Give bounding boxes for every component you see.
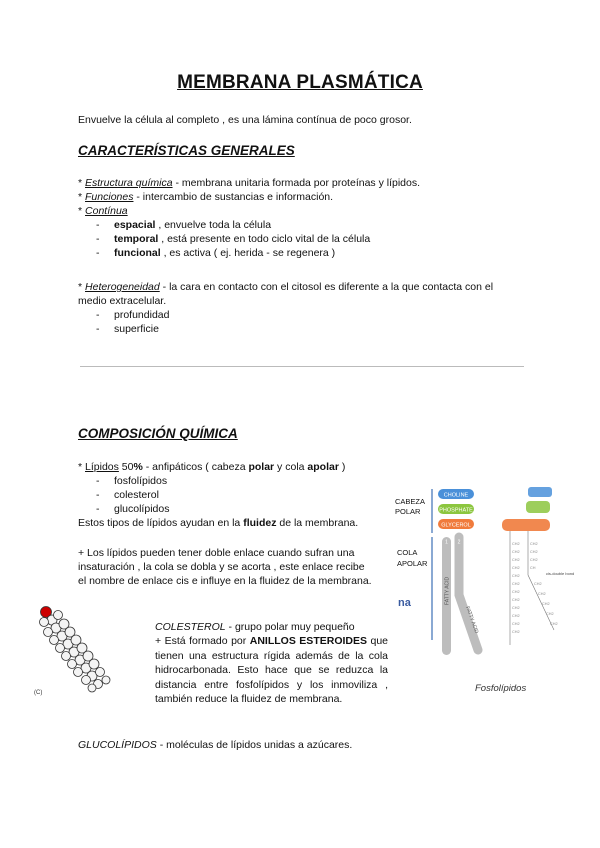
cholesterol-paragraph: + Está formado por ANILLOS ESTEROIDES que tienen una estructura rígida además de la cola hidrocarbonada. Esto hace que se reduzca la distancia entre fosfolípidos y los inmoviliza , también reduce la fluidez de membrana. <box>155 635 388 705</box>
heading-general: CARACTERÍSTICAS GENERALES <box>78 143 295 158</box>
cholesterol-block: COLESTEROL - grupo polar muy pequeño <box>155 621 355 633</box>
glycerol-text: GLYCEROL <box>441 522 471 529</box>
svg-text:CH2: CH2 <box>530 550 538 554</box>
svg-text:CH2: CH2 <box>530 558 538 562</box>
general-list: * Estructura química - membrana unitaria formada por proteínas y lípidos. * Funciones - intercambio de sustancias e información. * Contínua - espacial , envuelve toda la célula - temporal , está presente en todo ciclo vital de la célula - funcional , es activa ( ej. herida - se regenera ) <box>78 177 421 259</box>
svg-text:CH2: CH2 <box>512 550 520 554</box>
phosphate-text: PHOSPHATE <box>439 507 473 514</box>
svg-text:CH2: CH2 <box>512 566 520 570</box>
estructura-label: Estructura química <box>85 177 173 189</box>
svg-text:CH2: CH2 <box>550 622 558 626</box>
fatty-acid-text-1: FATTY ACID <box>444 576 451 605</box>
svg-text:CH2: CH2 <box>534 582 542 586</box>
svg-text:CH: CH <box>530 566 536 570</box>
cabeza-label: CABEZA POLAR <box>395 497 426 516</box>
glucolipidos-text: GLUCOLÍPIDOS - moléculas de lípidos unidas a azúcares. <box>78 739 353 751</box>
figure-caption: Fosfolípidos <box>475 683 527 694</box>
funciones-label: Funciones <box>85 191 134 203</box>
tail-number-2: 2 <box>457 539 461 546</box>
divider <box>80 366 524 367</box>
svg-text:CH2: CH2 <box>530 542 538 546</box>
page-title: MEMBRANA PLASMÁTICA <box>177 72 423 93</box>
continua-label: Contínua <box>85 205 128 217</box>
tail-number-1: 1 <box>445 539 448 546</box>
molecule-label: (C) <box>34 690 43 696</box>
svg-text:CH2: CH2 <box>512 574 520 578</box>
svg-text:CH2: CH2 <box>538 592 546 596</box>
svg-text:CH2: CH2 <box>546 612 554 616</box>
choline-text: CHOLINE <box>443 492 469 499</box>
hetero-label: Heterogeneidad <box>85 281 160 293</box>
heterogeneidad-block: * Heterogeneidad - la cara en contacto con el citosol es diferente a la que contacta con el medio extracelular. - profundidad - superficie <box>78 281 494 335</box>
svg-text:CH2: CH2 <box>512 606 520 610</box>
intro-text: Envuelve la célula al completo , es una lámina contínua de poco grosor. <box>78 114 412 126</box>
svg-text:CH2: CH2 <box>512 590 520 594</box>
svg-text:CH2: CH2 <box>512 622 520 626</box>
phospholipid-diagram <box>428 485 588 665</box>
cola-label: COLA APOLAR <box>397 548 428 568</box>
lipids-block: * Lípidos 50% - anfipáticos ( cabeza polar y cola apolar ) - fosfolípidos - colesterol - glucolípidos Estos tipos de lípidos ayudan en la fluidez de la membrana. <box>78 461 359 529</box>
svg-text:CH2: CH2 <box>512 630 520 634</box>
fatty-acid-text-2: FATTY ACID <box>464 605 480 635</box>
double-bond-paragraph: + Los lípidos pueden tener doble enlace cuando sufran una insaturación , la cola se dobla y se acorta , este enlace recibe el nombre de enlace cis e influye en la fluidez de la membrana. <box>78 547 372 587</box>
svg-text:CH2: CH2 <box>542 602 550 606</box>
svg-text:CH2: CH2 <box>512 558 520 562</box>
heading-composition: COMPOSICIÓN QUÍMICA <box>78 426 238 441</box>
na-fragment: na <box>398 597 411 609</box>
cholesterol-molecule-image <box>30 600 120 696</box>
svg-text:CH2: CH2 <box>512 582 520 586</box>
svg-text:CH2: CH2 <box>512 542 520 546</box>
svg-text:CH2: CH2 <box>512 614 520 618</box>
cis-double-bond-label: cis-double bond <box>546 571 575 576</box>
svg-text:CH2: CH2 <box>512 598 520 602</box>
